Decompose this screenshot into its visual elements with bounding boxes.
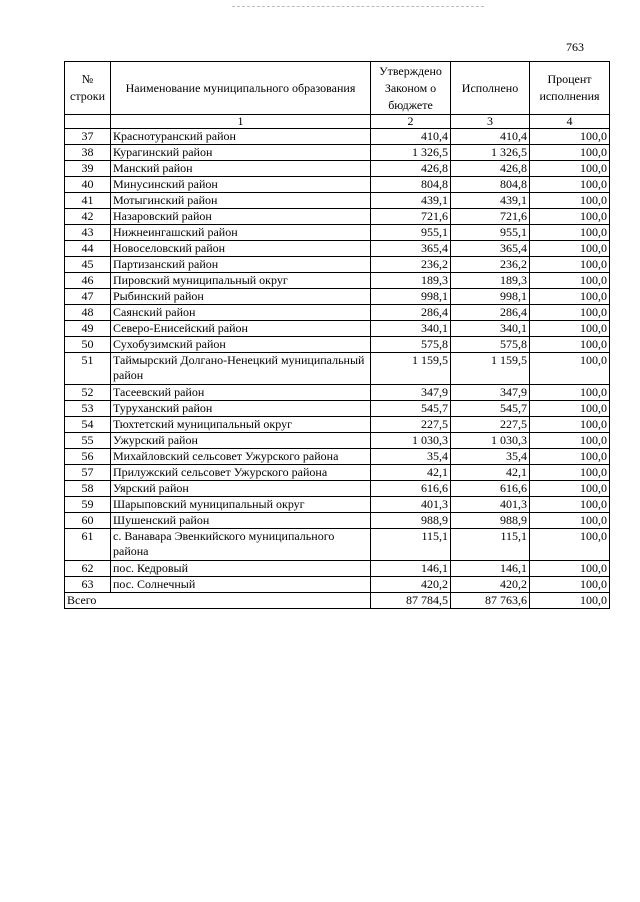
row-approved: 35,4 <box>371 449 451 465</box>
row-number: 60 <box>65 513 111 529</box>
row-executed: 545,7 <box>451 401 530 417</box>
row-executed: 998,1 <box>451 289 530 305</box>
row-percent: 100,0 <box>530 449 610 465</box>
total-label: Всего <box>65 593 371 609</box>
row-number: 43 <box>65 225 111 241</box>
row-number: 41 <box>65 193 111 209</box>
row-percent: 100,0 <box>530 481 610 497</box>
row-approved: 146,1 <box>371 561 451 577</box>
row-name: Ужурский район <box>111 433 371 449</box>
table-row <box>65 193 610 209</box>
row-percent: 100,0 <box>530 465 610 481</box>
table-row <box>65 465 610 481</box>
row-approved: 410,4 <box>371 129 451 145</box>
row-approved: 1 326,5 <box>371 145 451 161</box>
row-executed: 721,6 <box>451 209 530 225</box>
row-executed: 616,6 <box>451 481 530 497</box>
row-name: Таймырский Долгано-Ненецкий муниципальный район <box>111 353 371 385</box>
column-index: 1 <box>111 115 371 129</box>
row-executed: 347,9 <box>451 385 530 401</box>
row-approved: 1 030,3 <box>371 433 451 449</box>
header-name: Наименование муниципального образования <box>111 62 371 115</box>
total-percent: 100,0 <box>530 593 610 609</box>
row-number: 45 <box>65 257 111 273</box>
row-percent: 100,0 <box>530 401 610 417</box>
table-row <box>65 209 610 225</box>
row-executed: 42,1 <box>451 465 530 481</box>
top-edge-line <box>232 6 484 7</box>
row-percent: 100,0 <box>530 305 610 321</box>
total-executed: 87 763,6 <box>451 593 530 609</box>
row-number: 37 <box>65 129 111 145</box>
row-approved: 340,1 <box>371 321 451 337</box>
row-number: 58 <box>65 481 111 497</box>
row-name: Манский район <box>111 161 371 177</box>
row-name: Прилужский сельсовет Ужурского района <box>111 465 371 481</box>
row-executed: 804,8 <box>451 177 530 193</box>
table-row <box>65 433 610 449</box>
row-number: 61 <box>65 529 111 561</box>
row-name: Мотыгинский район <box>111 193 371 209</box>
row-name: Тюхтетский муниципальный округ <box>111 417 371 433</box>
row-executed: 988,9 <box>451 513 530 529</box>
column-index <box>65 115 111 129</box>
row-number: 39 <box>65 161 111 177</box>
row-name: Туруханский район <box>111 401 371 417</box>
row-executed: 955,1 <box>451 225 530 241</box>
row-name: Минусинский район <box>111 177 371 193</box>
row-percent: 100,0 <box>530 417 610 433</box>
row-number: 53 <box>65 401 111 417</box>
header-approved: Утверждено Законом о бюджете <box>371 62 451 115</box>
row-name: Назаровский район <box>111 209 371 225</box>
row-name: пос. Кедровый <box>111 561 371 577</box>
header-row <box>65 62 610 115</box>
row-name: Курагинский район <box>111 145 371 161</box>
row-number: 51 <box>65 353 111 385</box>
row-number: 59 <box>65 497 111 513</box>
table-row <box>65 305 610 321</box>
row-number: 54 <box>65 417 111 433</box>
row-name: Нижнеингашский район <box>111 225 371 241</box>
row-percent: 100,0 <box>530 257 610 273</box>
row-percent: 100,0 <box>530 145 610 161</box>
row-percent: 100,0 <box>530 529 610 561</box>
row-percent: 100,0 <box>530 209 610 225</box>
table-row <box>65 273 610 289</box>
row-number: 49 <box>65 321 111 337</box>
row-executed: 1 159,5 <box>451 353 530 385</box>
table-body <box>65 129 610 593</box>
row-percent: 100,0 <box>530 433 610 449</box>
column-index-row <box>65 115 610 129</box>
row-executed: 286,4 <box>451 305 530 321</box>
row-approved: 189,3 <box>371 273 451 289</box>
header-row-no: № строки <box>65 62 111 115</box>
row-executed: 1 030,3 <box>451 433 530 449</box>
row-executed: 420,2 <box>451 577 530 593</box>
row-number: 62 <box>65 561 111 577</box>
row-number: 48 <box>65 305 111 321</box>
row-number: 42 <box>65 209 111 225</box>
row-percent: 100,0 <box>530 129 610 145</box>
row-executed: 35,4 <box>451 449 530 465</box>
row-number: 46 <box>65 273 111 289</box>
row-executed: 115,1 <box>451 529 530 561</box>
row-number: 47 <box>65 289 111 305</box>
row-percent: 100,0 <box>530 241 610 257</box>
row-percent: 100,0 <box>530 353 610 385</box>
row-percent: 100,0 <box>530 337 610 353</box>
row-percent: 100,0 <box>530 385 610 401</box>
row-number: 56 <box>65 449 111 465</box>
row-approved: 426,8 <box>371 161 451 177</box>
row-executed: 1 326,5 <box>451 145 530 161</box>
row-number: 57 <box>65 465 111 481</box>
row-percent: 100,0 <box>530 225 610 241</box>
table-row <box>65 241 610 257</box>
row-approved: 616,6 <box>371 481 451 497</box>
row-executed: 365,4 <box>451 241 530 257</box>
row-name: Новоселовский район <box>111 241 371 257</box>
row-name: Уярский район <box>111 481 371 497</box>
row-number: 63 <box>65 577 111 593</box>
row-percent: 100,0 <box>530 577 610 593</box>
table-row <box>65 257 610 273</box>
row-name: Саянский район <box>111 305 371 321</box>
page-number: 763 <box>566 40 584 54</box>
column-index: 3 <box>451 115 530 129</box>
row-executed: 236,2 <box>451 257 530 273</box>
row-percent: 100,0 <box>530 273 610 289</box>
header-executed: Исполнено <box>451 62 530 115</box>
column-index: 4 <box>530 115 610 129</box>
row-approved: 804,8 <box>371 177 451 193</box>
row-approved: 236,2 <box>371 257 451 273</box>
row-executed: 227,5 <box>451 417 530 433</box>
table-row <box>65 129 610 145</box>
table-row <box>65 337 610 353</box>
row-approved: 286,4 <box>371 305 451 321</box>
row-name: Шарыповский муниципальный округ <box>111 497 371 513</box>
row-name: Краснотуранский район <box>111 129 371 145</box>
table-row <box>65 225 610 241</box>
row-name: Тасеевский район <box>111 385 371 401</box>
row-executed: 575,8 <box>451 337 530 353</box>
total-row <box>65 593 610 609</box>
row-executed: 401,3 <box>451 497 530 513</box>
row-approved: 365,4 <box>371 241 451 257</box>
row-name: Пировский муниципальный округ <box>111 273 371 289</box>
row-approved: 721,6 <box>371 209 451 225</box>
row-number: 52 <box>65 385 111 401</box>
table-row <box>65 449 610 465</box>
row-approved: 347,9 <box>371 385 451 401</box>
row-percent: 100,0 <box>530 289 610 305</box>
table-row <box>65 513 610 529</box>
row-approved: 227,5 <box>371 417 451 433</box>
table-row <box>65 321 610 337</box>
header-percent: Процент исполнения <box>530 62 610 115</box>
column-index: 2 <box>371 115 451 129</box>
row-approved: 42,1 <box>371 465 451 481</box>
row-name: Михайловский сельсовет Ужурского района <box>111 449 371 465</box>
row-percent: 100,0 <box>530 497 610 513</box>
table-row <box>65 353 610 385</box>
row-approved: 115,1 <box>371 529 451 561</box>
row-number: 38 <box>65 145 111 161</box>
row-name: Партизанский район <box>111 257 371 273</box>
row-percent: 100,0 <box>530 321 610 337</box>
table-row <box>65 497 610 513</box>
row-number: 50 <box>65 337 111 353</box>
row-executed: 426,8 <box>451 161 530 177</box>
row-approved: 998,1 <box>371 289 451 305</box>
row-approved: 439,1 <box>371 193 451 209</box>
table-row <box>65 145 610 161</box>
row-approved: 1 159,5 <box>371 353 451 385</box>
row-executed: 410,4 <box>451 129 530 145</box>
table-row <box>65 385 610 401</box>
table-row <box>65 161 610 177</box>
row-name: Северо-Енисейский район <box>111 321 371 337</box>
row-percent: 100,0 <box>530 561 610 577</box>
row-approved: 401,3 <box>371 497 451 513</box>
row-percent: 100,0 <box>530 513 610 529</box>
row-name: пос. Солнечный <box>111 577 371 593</box>
row-number: 55 <box>65 433 111 449</box>
table-row <box>65 177 610 193</box>
table-row <box>65 577 610 593</box>
row-approved: 988,9 <box>371 513 451 529</box>
row-executed: 439,1 <box>451 193 530 209</box>
row-name: Сухобузимский район <box>111 337 371 353</box>
table-row <box>65 481 610 497</box>
table-row <box>65 289 610 305</box>
row-approved: 545,7 <box>371 401 451 417</box>
budget-execution-table <box>64 61 610 609</box>
table-row <box>65 401 610 417</box>
table-row <box>65 529 610 561</box>
table-row <box>65 561 610 577</box>
total-approved: 87 784,5 <box>371 593 451 609</box>
row-name: Шушенский район <box>111 513 371 529</box>
row-number: 44 <box>65 241 111 257</box>
row-executed: 189,3 <box>451 273 530 289</box>
row-executed: 146,1 <box>451 561 530 577</box>
row-executed: 340,1 <box>451 321 530 337</box>
row-number: 40 <box>65 177 111 193</box>
row-approved: 955,1 <box>371 225 451 241</box>
table-row <box>65 417 610 433</box>
row-percent: 100,0 <box>530 161 610 177</box>
row-percent: 100,0 <box>530 193 610 209</box>
row-name: с. Ванавара Эвенкийского муниципального района <box>111 529 371 561</box>
row-approved: 420,2 <box>371 577 451 593</box>
row-percent: 100,0 <box>530 177 610 193</box>
row-name: Рыбинский район <box>111 289 371 305</box>
row-approved: 575,8 <box>371 337 451 353</box>
